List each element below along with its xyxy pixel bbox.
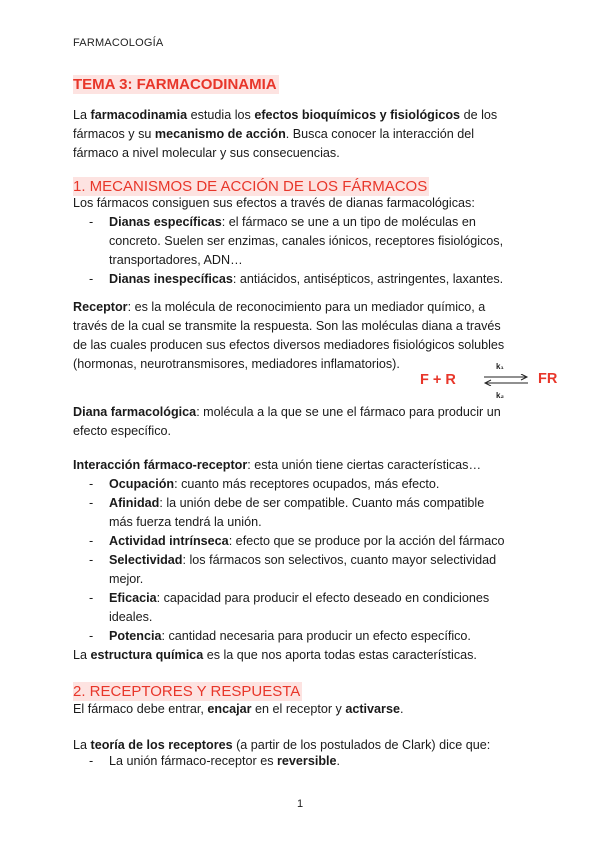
page-number: 1 — [296, 798, 304, 810]
list-item: - Afinidad: la unión debe de ser compatible. Cuanto más compatible más fuerza tendrá la unión. — [73, 494, 533, 532]
list-item: - Eficacia: capacidad para producir el efecto deseado en condiciones ideales. — [73, 589, 533, 627]
section-2-intro: El fármaco debe entrar, encajar en el receptor y activarse. — [73, 702, 404, 716]
dianas-list — [73, 213, 533, 289]
teoria-paragraph: La teoría de los receptores (a partir de los postulados de Clark) dice que: — [73, 738, 491, 752]
list-item: - Dianas inespecíficas: antiácidos, antisépticos, astringentes, laxantes. — [73, 270, 533, 289]
section-1-intro: Los fármacos consiguen sus efectos a través de dianas farmacológicas: — [73, 196, 475, 210]
teoria-list — [73, 752, 533, 771]
interaccion-list — [73, 475, 533, 646]
receptor-paragraph: Receptor: es la molécula de reconocimiento para un mediador químico, a través de la cual se transmite la respuesta. Son las moléculas diana a través de las cuales producen sus efectos diversos mediadores fisiológicos solubles (hormonas, neurotransmisores, mediadores inflamatorios). — [73, 300, 505, 371]
equation-product: FR — [538, 371, 558, 387]
rate-constant-reverse: k₂ — [496, 391, 505, 400]
rate-constant-forward: k₁ — [496, 362, 504, 371]
equilibrium-arrows-icon — [482, 374, 530, 386]
section-2-heading: 2. RECEPTORES Y RESPUESTA — [73, 683, 301, 700]
running-header: FARMACOLOGÍA — [73, 37, 164, 49]
list-item: - Actividad intrínseca: efecto que se produce por la acción del fármaco — [73, 532, 533, 551]
page-title: TEMA 3: FARMACODINAMIA — [73, 76, 277, 93]
list-item: - Potencia: cantidad necesaria para producir un efecto específico. — [73, 627, 533, 646]
list-item: - Selectividad: los fármacos son selectivos, cuanto mayor selectividad mejor. — [73, 551, 533, 589]
interaccion-paragraph: Interacción fármaco-receptor: esta unión tiene ciertas características… — [73, 458, 482, 472]
estructura-paragraph: La estructura química es la que nos aporta todas estas características. — [73, 648, 477, 662]
section-1-heading: 1. MECANISMOS DE ACCIÓN DE LOS FÁRMACOS — [73, 178, 428, 195]
equation-reactants: F + R — [420, 372, 456, 388]
intro-paragraph: La farmacodinamia estudia los efectos bioquímicos y fisiológicos de los fármacos y su mecanismo de acción. Busca conocer la interacción del fármaco a nivel molecular y sus consecuencias. — [73, 108, 498, 160]
list-item: - La unión fármaco-receptor es reversible. — [73, 752, 533, 771]
list-item: - Ocupación: cuanto más receptores ocupados, más efecto. — [73, 475, 533, 494]
diana-paragraph: Diana farmacológica: molécula a la que se une el fármaco para producir un efecto específico. — [73, 405, 501, 438]
binding-equation — [420, 362, 570, 407]
list-item: - Dianas específicas: el fármaco se une a un tipo de moléculas en concreto. Suelen ser enzimas, canales iónicos, receptores fisiológicos, transportadores, ADN… — [73, 213, 533, 270]
